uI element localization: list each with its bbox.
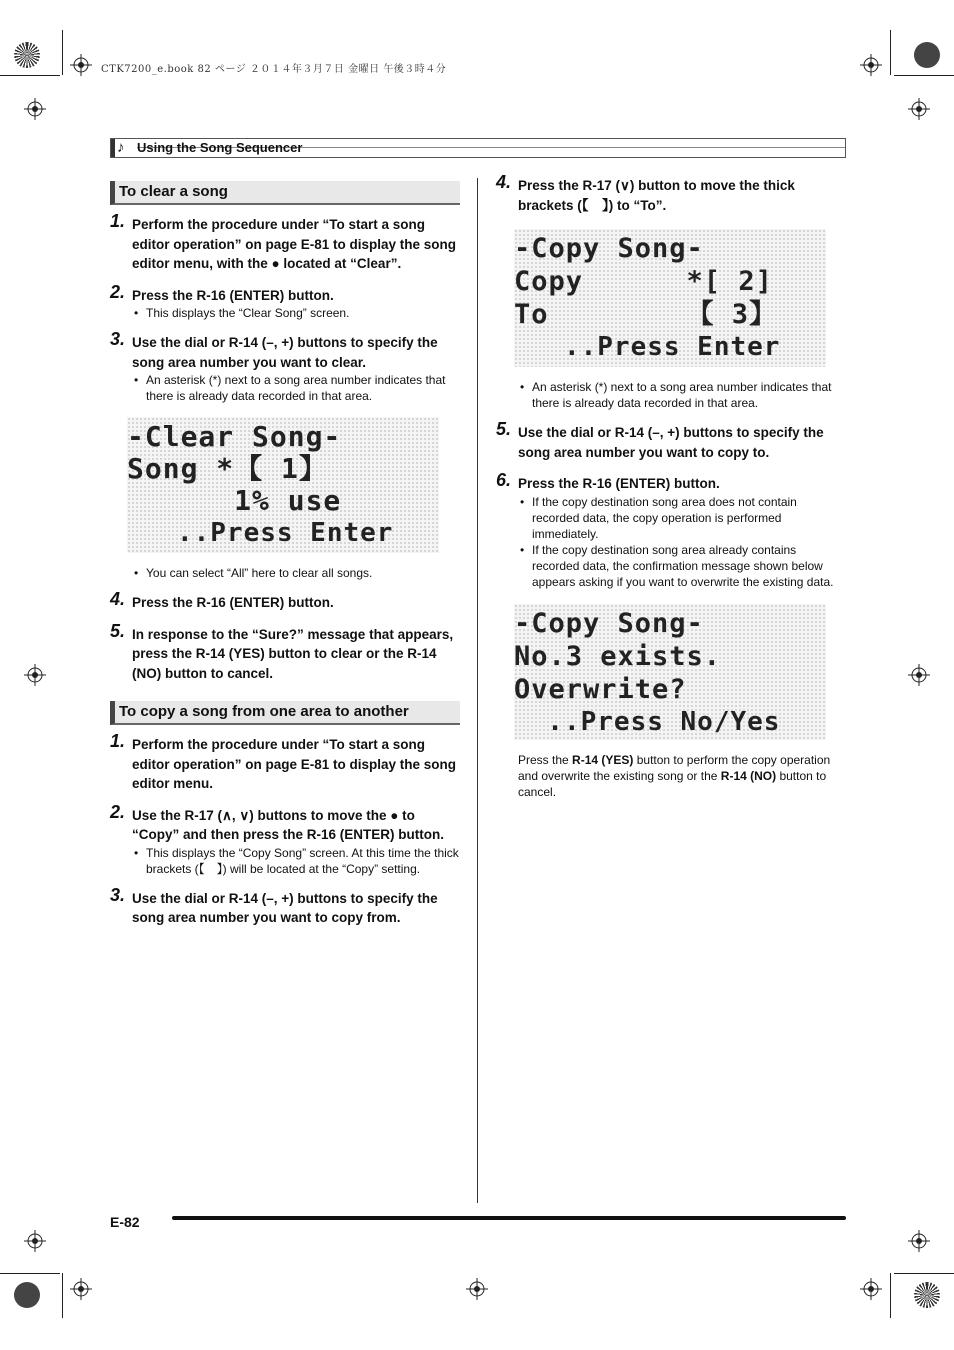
clear-step-1: 1. Perform the procedure under “To start a song editor operation” on page E-81 to display the song editor menu, with the ● located at “Clear”. <box>110 211 457 271</box>
bullet: • You can select “All” here to clear all songs. <box>110 565 460 581</box>
bullet: • An asterisk (*) next to a song area number indicates that there is already data recorded in that area. <box>110 372 460 404</box>
section-header <box>110 138 846 158</box>
lcd-overwrite-confirm: -Copy Song- No.3 exists. Overwrite? ..Press No/Yes <box>514 604 826 740</box>
crosshair-icon <box>908 664 930 686</box>
crosshair-icon <box>24 664 46 686</box>
crosshair-icon <box>466 1278 488 1300</box>
crosshair-icon <box>70 1278 92 1300</box>
bullet: • This displays the “Copy Song” screen. At this time the thick brackets (【 】) will be located at the “Copy” setting. <box>110 845 460 877</box>
registration-sun-icon <box>14 1282 40 1308</box>
crosshair-icon <box>860 54 882 76</box>
column-divider <box>477 178 478 1203</box>
crosshair-icon <box>860 1278 882 1300</box>
bullet: • If the copy destination song area already contains recorded data, the confirmation message shown below appears asking if you want to overwrite the existing data. <box>496 542 846 590</box>
bullet: • This displays the “Clear Song” screen. <box>110 305 460 321</box>
bullet: • If the copy destination song area does not contain recorded data, the copy operation is performed immediately. <box>496 494 846 542</box>
footer-rule <box>172 1216 846 1220</box>
clear-step-5: 5. In response to the “Sure?” message that appears, press the R-14 (YES) button to clear or the R-14 (NO) button to cancel. <box>110 620 454 681</box>
lcd-copy-song: -Copy Song- Copy *[ 2] To 【 3】 ..Press Enter <box>514 229 826 367</box>
crosshair-icon <box>908 98 930 120</box>
crosshair-icon <box>908 1230 930 1252</box>
crosshair-icon <box>24 1230 46 1252</box>
page-number: E-82 <box>110 1214 140 1230</box>
copy-step-2: 2. Use the R-17 (∧, ∨) buttons to move the ● to “Copy” and then press the R-16 (ENTER) button. <box>110 801 445 842</box>
registration-sun-icon <box>914 42 940 68</box>
final-instruction: Press the R-14 (YES) button to perform the copy operation and overwrite the existing song or the R-14 (NO) button to cancel. <box>518 752 831 799</box>
copy-step-5: 5. Use the dial or R-14 (–, +) buttons to specify the song area number you want to copy to. <box>496 419 824 460</box>
copy-step-1: 1. Perform the procedure under “To start a song editor operation” on page E-81 to display the song editor menu. <box>110 731 457 791</box>
crosshair-icon <box>70 54 92 76</box>
crosshair-icon <box>24 98 46 120</box>
left-column <box>110 181 460 928</box>
bullet: • An asterisk (*) next to a song area number indicates that there is already data recorded in that area. <box>496 379 846 411</box>
copy-step-4: 4. Press the R-17 (∨) button to move the thick brackets (【 】) to “To”. <box>496 172 795 213</box>
registration-sun-icon <box>14 42 40 68</box>
heading-clear-song: To clear a song <box>110 181 460 205</box>
clear-step-3: 3. Use the dial or R-14 (–, +) buttons to specify the song area number you want to clear. <box>110 329 438 370</box>
clear-step-4: 4. Press the R-16 (ENTER) button. <box>110 589 334 610</box>
file-meta: CTK7200_e.book 82 ページ ２０１４年３月７日 金曜日 午後３時４分 <box>101 64 447 75</box>
lcd-clear-song: -Clear Song- Song *【 1】 1% use ..Press Enter <box>127 417 439 553</box>
music-note-icon: ♪ <box>117 139 125 156</box>
section-title: Using the Song Sequencer <box>137 140 303 155</box>
copy-step-3: 3. Use the dial or R-14 (–, +) buttons to specify the song area number you want to copy from. <box>110 884 438 925</box>
copy-step-6: 6. Press the R-16 (ENTER) button. <box>496 470 720 491</box>
heading-copy-song: To copy a song from one area to another <box>110 701 460 725</box>
right-column <box>496 172 846 800</box>
clear-step-2: 2. Press the R-16 (ENTER) button. <box>110 281 334 303</box>
registration-sun-icon <box>914 1282 940 1308</box>
